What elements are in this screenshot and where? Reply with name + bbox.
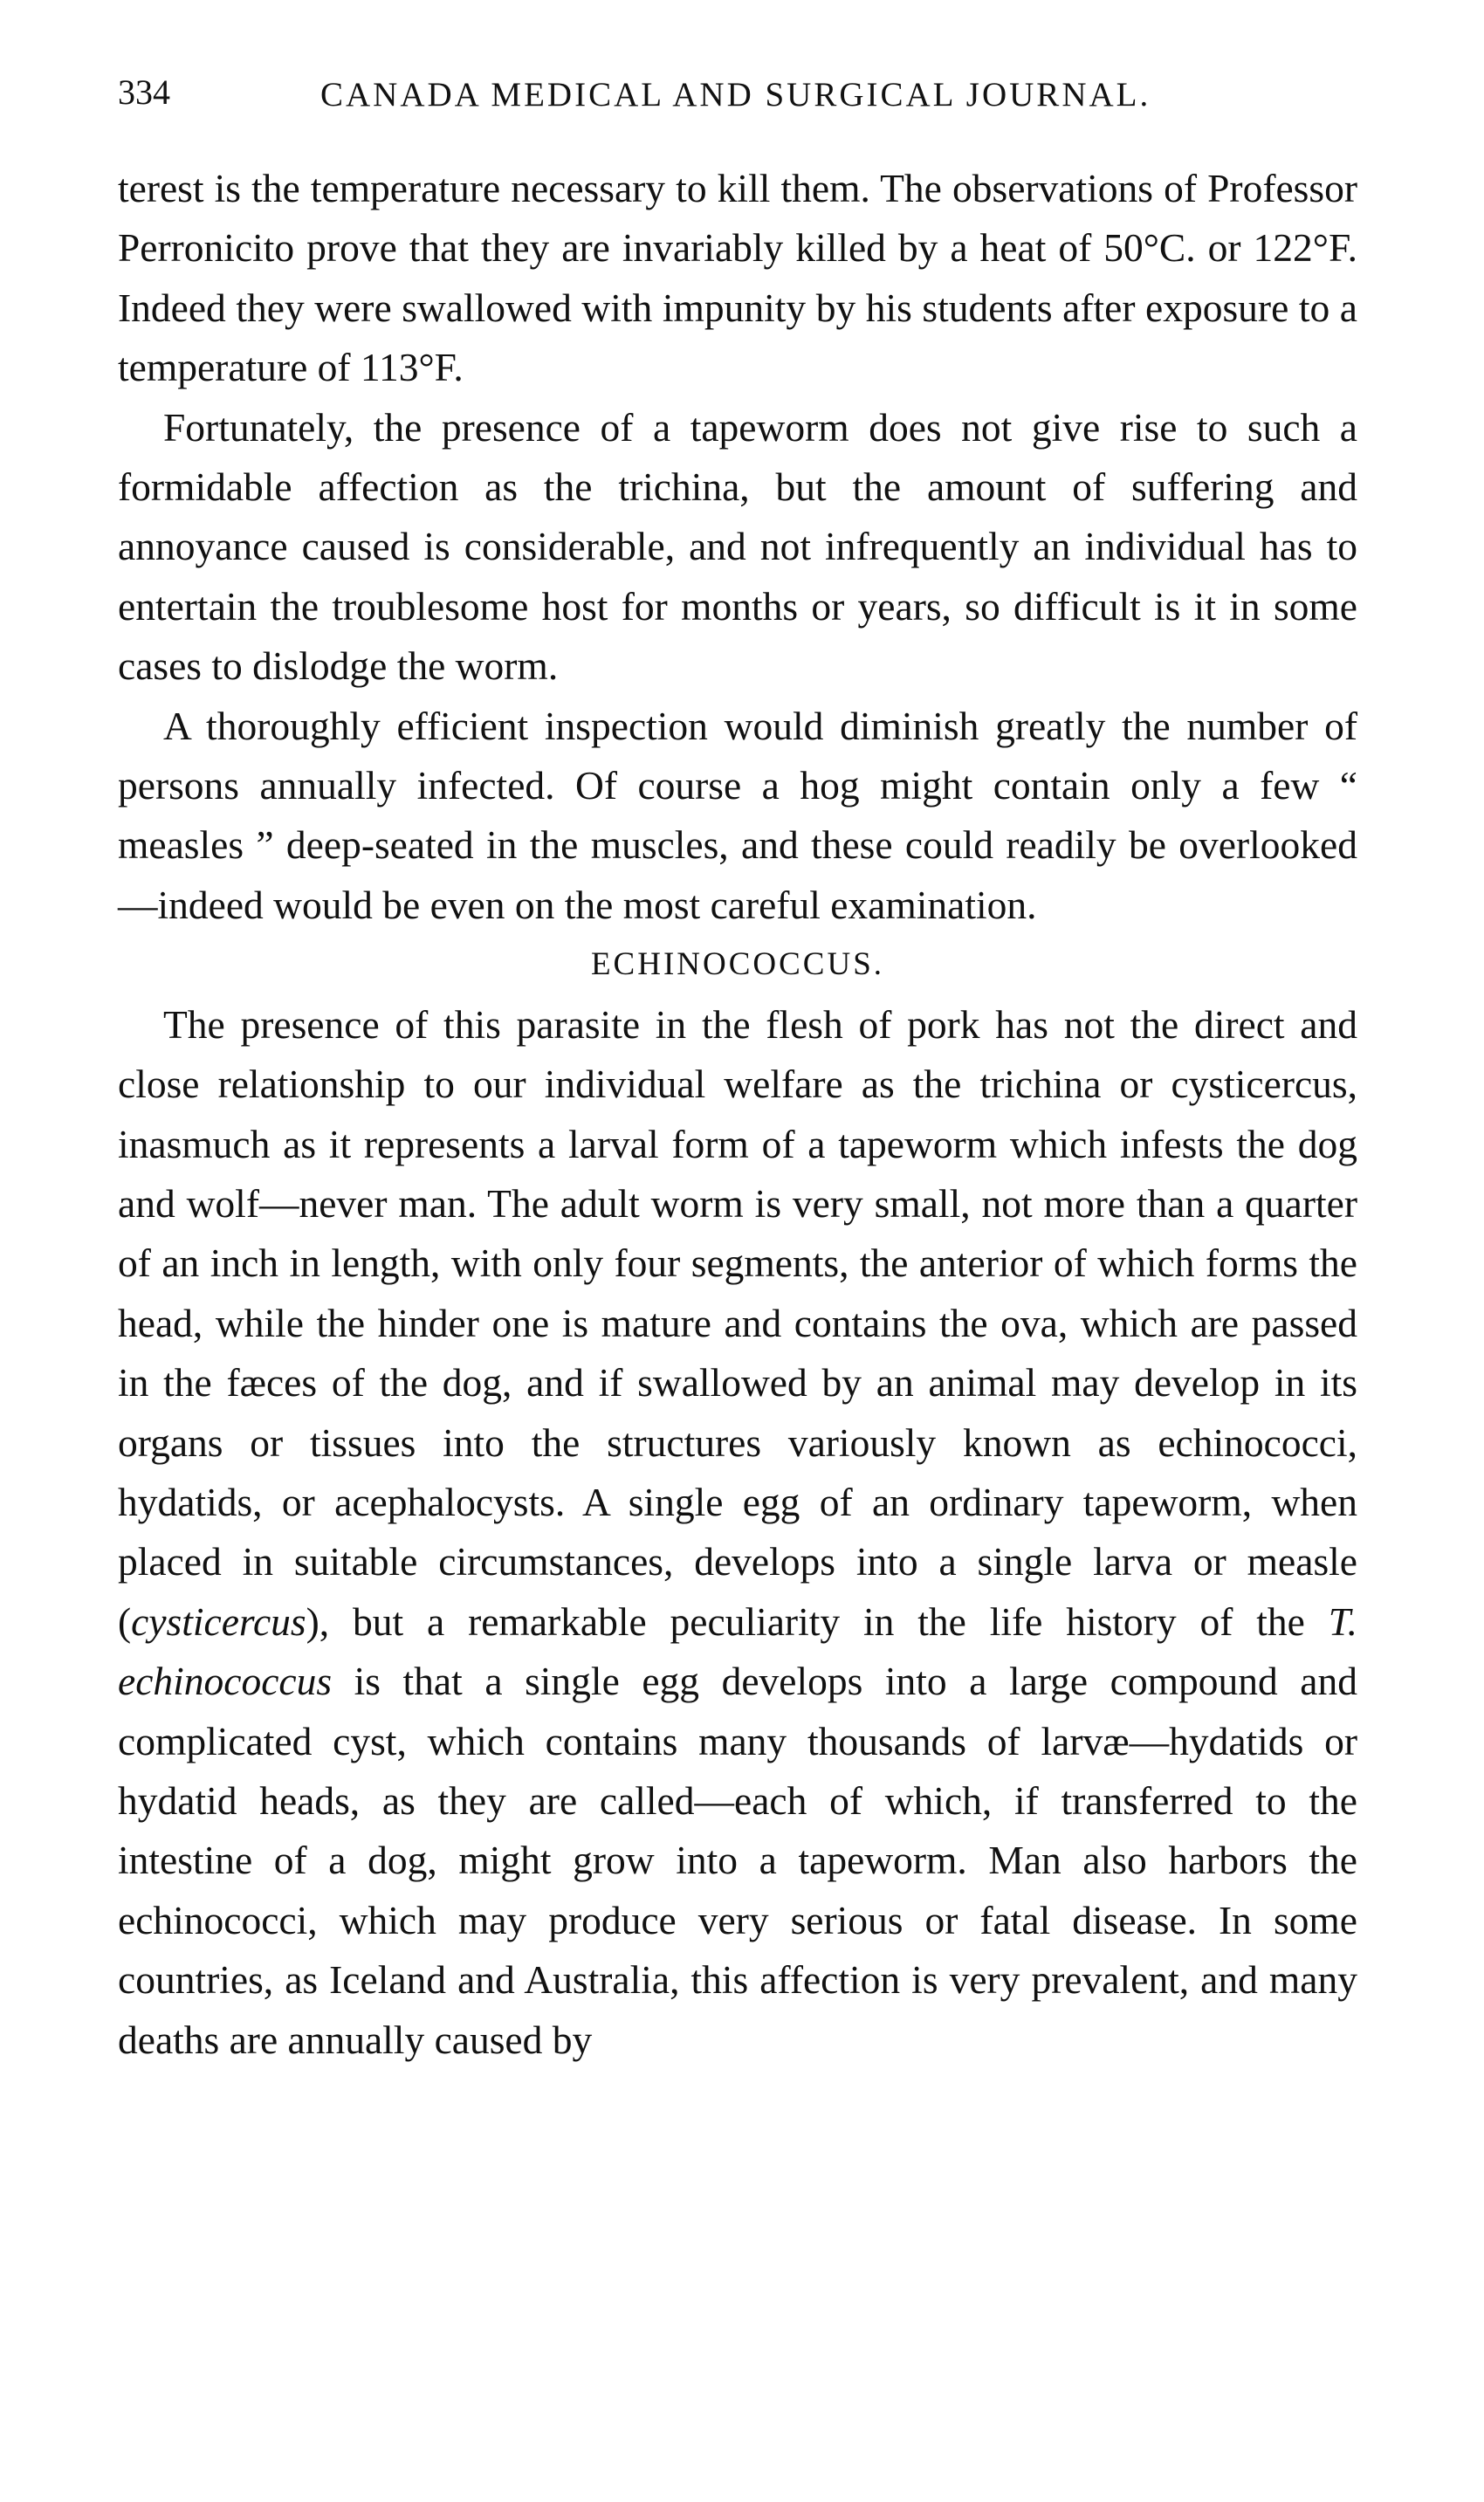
paragraph-text: The presence of this parasite in the flesh of pork has not the direct and close relationship to our individual welfare as the trichina or cysticercus, inasmuch as it represents a larval form of a tapeworm which infests the dog and wolf—never man. The adult worm is very small, not more than a quarter of an inch in length, with only four segments, the anterior of which forms the head, while the hinder one is mature and contains the ova, which are passed in the fæces of the dog, and if swallowed by an animal may develop in its organs or tissues into the structures variously known as echinococci, hydatids, or acephalocysts. A single egg of an ordinary tapeworm, when placed in suitable circumstances, develops into a single larva or measle (: [118, 1001, 1357, 1644]
paragraph-text: is that a single egg develops into a large compound and complicated cyst, which contains many thousands of larvæ—hydatids or hydatid heads, as they are called—each of which, if transferred to the intestine of a dog, might grow into a tapeworm. Man also harbors the echinococci, which may produce very serious or fatal disease. In some countries, as Iceland and Australia, this affection is very prevalent, and many deaths are annually caused by: [118, 1659, 1357, 2062]
page-number: 334: [118, 72, 170, 112]
body-text: [118, 159, 1357, 2070]
italic-term: T. echinococcus: [118, 1598, 1357, 1704]
paragraph-echinococcus: [118, 995, 1357, 2070]
page-header: [118, 72, 1357, 124]
paragraph-continued: terest is the temperature necessary to kill them. The observations of Professor Perronicito prove that they are invariably killed by a heat of 50°C. or 122°F. Indeed they were swallowed with impunity by his students after exposure to a temperature of 113°F.: [118, 166, 1357, 390]
paragraph-text: ), but a remarkable peculiarity in the life history of the: [306, 1598, 1329, 1644]
section-heading: ECHINOCOCCUS.: [590, 946, 885, 983]
paragraph-inspection: A thoroughly efficient inspection would diminish greatly the number of persons annually infected. Of course a hog might contain only a few “ measles ” deep-seated in the muscles, and these could readily be overlooked—indeed would be even on the most careful examination.: [118, 703, 1357, 927]
paragraph-tapeworm: Fortunately, the presence of a tapeworm does not give rise to such a formidable affection as the trichina, but the amount of suffering and annoyance caused is considerable, and not infrequently an individual has to entertain the troublesome host for months or years, so difficult is it in some cases to dislodge the worm.: [118, 404, 1357, 689]
italic-term: cysticercus: [131, 1598, 306, 1644]
running-head: CANADA MEDICAL AND SURGICAL JOURNAL.: [320, 76, 1151, 113]
